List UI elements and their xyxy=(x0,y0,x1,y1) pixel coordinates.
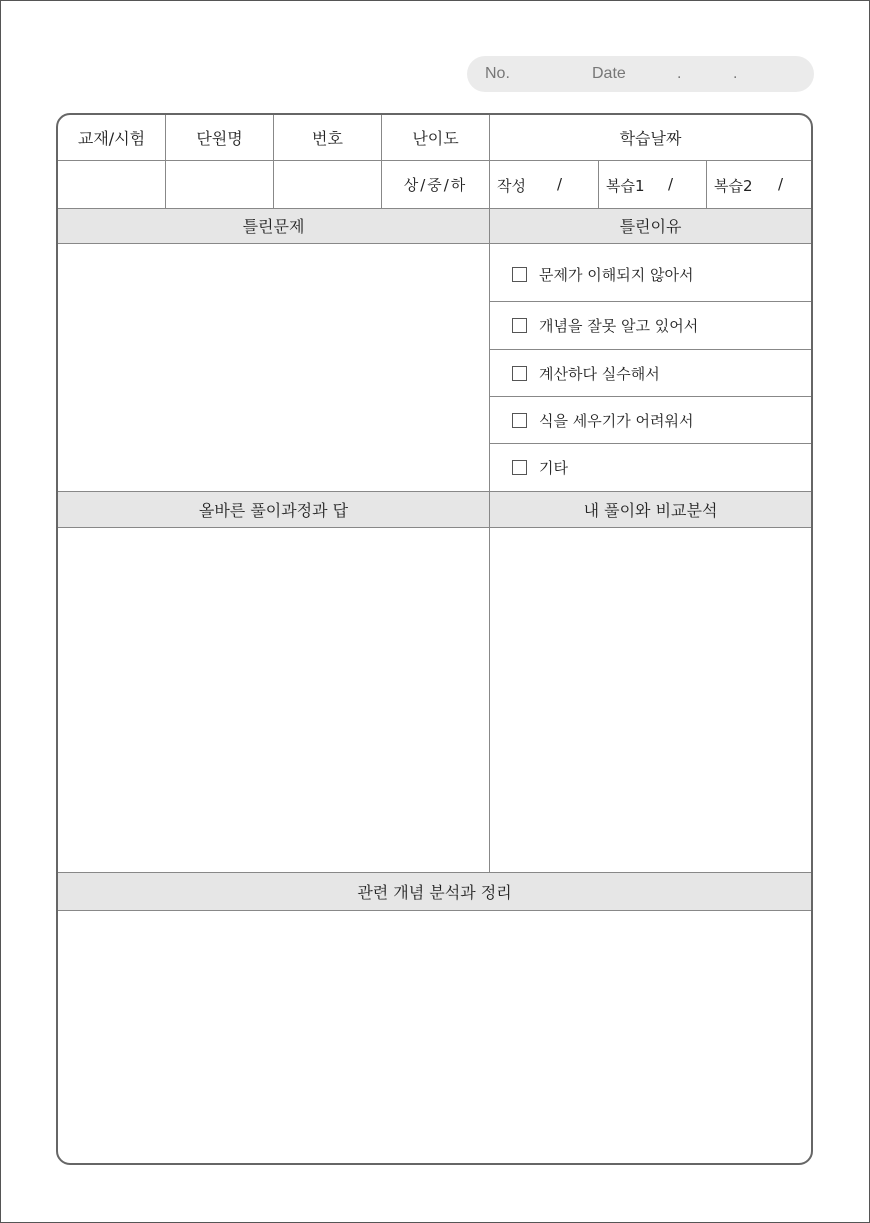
no-date-pill xyxy=(467,56,814,92)
wrong-answer-sheet xyxy=(56,113,813,1165)
reason-item-4[interactable] xyxy=(491,397,813,443)
unit-input-cell[interactable] xyxy=(166,161,273,208)
reason-item-3[interactable] xyxy=(491,350,813,396)
write-date-slash: / xyxy=(557,175,563,193)
header-number: 번호 xyxy=(312,129,343,148)
write-label: 작성 xyxy=(497,177,526,195)
reason-label-4: 식을 세우기가 어려워서 xyxy=(539,411,694,430)
textbook-input-cell[interactable] xyxy=(58,161,165,208)
difficulty-options[interactable]: 상/중/하 xyxy=(403,176,468,194)
reason-checkbox-3[interactable] xyxy=(512,366,527,381)
compare-analysis-area[interactable] xyxy=(490,528,811,872)
reason-checkbox-1[interactable] xyxy=(512,267,527,282)
review2-date-slash: / xyxy=(778,175,784,193)
review1-date-slash: / xyxy=(668,175,674,193)
section-wrong-problem: 틀린문제 xyxy=(242,217,305,236)
date-dot-2: . xyxy=(733,65,738,82)
reason-checkbox-2[interactable] xyxy=(512,318,527,333)
date-dot-1: . xyxy=(677,65,682,82)
header-study-date: 학습날짜 xyxy=(619,129,682,148)
date-label: Date xyxy=(592,65,626,82)
concept-summary-area[interactable] xyxy=(58,911,811,1163)
review1-label: 복습1 xyxy=(606,177,645,195)
section-compare-analysis: 내 풀이와 비교분석 xyxy=(583,500,718,520)
section-correct-solution: 올바른 풀이과정과 답 xyxy=(198,500,349,520)
reason-checkbox-4[interactable] xyxy=(512,413,527,428)
correct-solution-area[interactable] xyxy=(58,528,489,872)
reason-label-2: 개념을 잘못 알고 있어서 xyxy=(539,316,699,335)
write-date-cell[interactable] xyxy=(490,161,598,208)
header-difficulty: 난이도 xyxy=(412,129,459,148)
reason-label-1: 문제가 이해되지 않아서 xyxy=(539,265,694,284)
review2-date-cell[interactable] xyxy=(707,161,811,208)
reason-item-2[interactable] xyxy=(491,302,813,348)
header-textbook: 교재/시험 xyxy=(77,129,146,148)
reason-item-5[interactable] xyxy=(491,444,813,490)
review1-date-cell[interactable] xyxy=(599,161,706,208)
reason-checkbox-5[interactable] xyxy=(512,460,527,475)
section-wrong-reason: 틀린이유 xyxy=(619,217,682,236)
section-concept-summary: 관련 개념 분석과 정리 xyxy=(357,882,512,902)
reason-label-5: 기타 xyxy=(539,458,568,477)
no-label: No. xyxy=(485,65,510,82)
reason-item-1[interactable] xyxy=(491,251,813,297)
wrong-problem-area[interactable] xyxy=(58,244,489,491)
reason-label-3: 계산하다 실수해서 xyxy=(539,364,660,383)
number-input-cell[interactable] xyxy=(274,161,381,208)
header-unit: 단원명 xyxy=(196,129,243,148)
review2-label: 복습2 xyxy=(714,177,753,195)
